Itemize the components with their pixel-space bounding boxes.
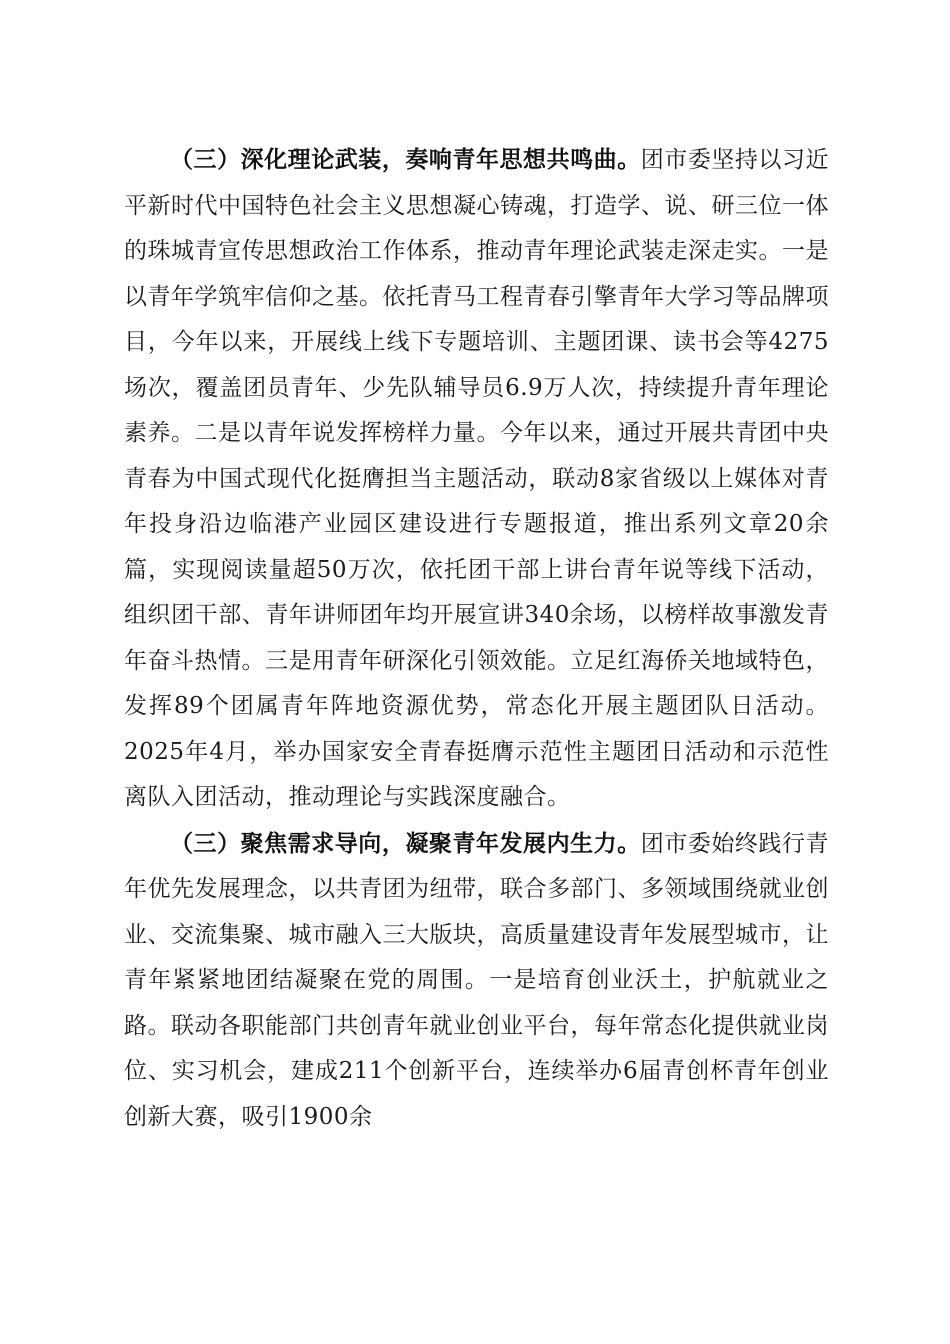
document-body [124,137,829,1140]
paragraph-text: 团市委始终践行青年优先发展理念，以共青团为纽带，联合多部门、多领域围绕就业创业、交流集聚、城市融入三大版块，高质量建设青年发展型城市，让青年紧紧地团结凝聚在党的周围。一是培育创业沃土，护航就业之路。联动各职能部门共创青年就业创业平台，每年常态化提供就业岗位、实习机会，建成211个创新平台，连续举办6届青创杯青年创业创新大赛，吸引1900余 [124,830,830,1130]
paragraph-heading: （三）聚焦需求导向，凝聚青年发展内生力。 [170,829,641,857]
paragraph-text: 团市委坚持以习近平新时代中国特色社会主义思想凝心铸魂，打造学、说、研三位一体的珠城青宣传思想政治工作体系，推动青年理论武装走深走实。一是以青年学筑牢信仰之基。依托青马工程青春引擎青年大学习等品牌项目，今年以来，开展线上线下专题培训、主题团课、读书会等4275场次，覆盖团员青年、少先队辅导员6.9万人次，持续提升青年理论素养。二是以青年说发挥榜样力量。今年以来，通过开展共青团中央青春为中国式现代化挺膺担当主题活动，联动8家省级以上媒体对青年投身沿边临港产业园区建设进行专题报道，推出系列文章20余篇，实现阅读量超50万次，依托团干部上讲台青年说等线下活动，组织团干部、青年讲师团年均开展宣讲340余场，以榜样故事激发青年奋斗热情。三是用青年研深化引领效能。立足红海侨关地域特色，发挥89个团属青年阵地资源优势，常态化开展主题团队日活动。2025年4月，举办国家安全青春挺膺示范性主题团日活动和示范性离队入团活动，推动理论与实践深度融合。 [124,147,830,810]
paragraph-heading: （三）深化理论武装，奏响青年思想共鸣曲。 [170,146,641,173]
paragraph-theory-arming [124,137,829,821]
paragraph-demand-orientation [124,821,829,1141]
